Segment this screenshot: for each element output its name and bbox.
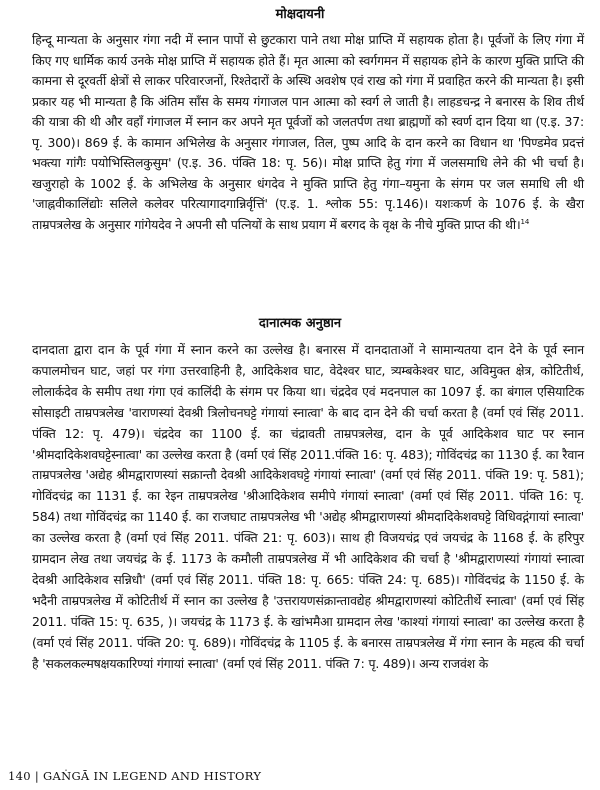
section-heading-mokshadayani: मोक्षदायनी bbox=[275, 7, 325, 22]
page-footer bbox=[8, 769, 261, 783]
page-number: 140 bbox=[8, 769, 31, 783]
paragraph-danatmak-anushthan: दानदाता द्वारा दान के पूर्व गंगा में स्नान करने का उल्लेख है। बनारस में दानदाताओं ने सामान्यतया दान देने के पूर्व स्नान कपालमोचन घाट, जहां पर गंगा उत्तरवाहिनी है, आदिकेशव घाट, वेदेश्वर घाट, त्र्यम्बकेश्वर घाट, अविमुक्त क्षेत्र, कोटितीर्थ, लोलार्कदेव के समीप तथा गंगा एवं कालिंदी के संगम पर किया था। चंद्रदेव एवं मदनपाल का 1097 ई. का बंगाल एसियाटिक सोसाइटी ताम्रपत्रलेख 'वाराणस्यां देवश्री त्रिलोचनघट्टे गंगायां स्नात्वा' के बाद दान देने की चर्चा करता है (वर्मा एवं सिंह 2011. पंक्ति 12: पृ. 479)। चंद्रदेव का 1100 ई. का चंद्रावती ताम्रपत्रलेख, दान के पूर्व आदिकेशव घाट पर स्नान 'श्रीमदादिकेशवघट्टेस्नात्वा' का उल्लेख करता है (वर्मा एवं सिंह 2011.पंक्ति 16: पृ. 483); गोविंदचंद्र का 1130 ई. का रैवान ताम्रपत्रलेख 'अद्येह श्रीमद्वाराणस्यां सक्रान्तौ देवश्री आदिकेशवघट्टे गंगायां स्नात्वा' (वर्मा एवं सिंह 2011. पंक्ति 19: पृ. 581); गोविंदचंद्र का 1131 ई. का रेइन ताम्रपत्रलेख 'श्रीआदिकेशव समीपे गंगायां स्नात्वा' (वर्मा एवं सिंह 2011. पंक्ति 16: पृ. 584) तथा गोविंदचंद्र का 1140 ई. का राजघाट ताम्रपत्रलेख भी 'अद्येह श्रीमद्वाराणस्यां श्रीमदादिकेशवघट्टे विधिवद्गंगायां स्नात्वा' का उल्लेख करता है (वर्मा एवं सिंह 2011. पंक्ति 21: पृ. 603)। साथ ही विजयचंद्र एवं जयचंद्र के 1168 ई. के हरिपुर ग्रामदान लेख तथा जयचंद्र के ई. 1173 के कमौली ताम्रपत्रलेख में भी आदिकेशव की चर्चा है 'श्रीमद्वाराणस्यां गंगायां स्नात्वा देवश्री आदिकेशव सन्निधौ' (वर्मा एवं सिंह 2011. पंक्ति 18: पृ. 665: पंक्ति 24: पृ. 685)। गोविंदचंद्र के 1150 ई. के भदैनी ताम्रपत्रलेख में कोटितीर्थ में स्नान का उल्लेख है 'उत्तरायणसंक्रान्तावद्येह श्रीमद्वाराणस्यां कोटितीर्थे स्नात्वा' (वर्मा एवं सिंह 2011. पंक्ति 15: पृ. 635, )। जयचंद्र के 1173 ई. के खांभमैआ ग्रामदान लेख 'काश्यां गंगायां स्नात्वा' का उल्लेख करता है (वर्मा एवं सिंह 2011. पंक्ति 20: पृ. 689)। गोविंदचंद्र के 1105 ई. के बनारस ताम्रपत्रलेख में गंगा स्नान के महत्व की चर्चा है 'सकलकल्मषक्षयकारिण्यां गंगायां स्नात्वा' (वर्मा एवं सिंह 2011. पंक्ति 7: पृ. 489)। अन्य राजवंश के bbox=[32, 342, 584, 671]
paragraph-mokshadayani bbox=[32, 30, 584, 235]
footnote-marker: 14 bbox=[520, 217, 530, 226]
footer-separator: | bbox=[34, 769, 40, 783]
section-heading-danatmak-anushthan: दानात्मक अनुष्ठान bbox=[258, 316, 342, 331]
book-title: GAṄGĀ IN LEGEND AND HISTORY bbox=[42, 769, 262, 783]
paragraph-text: हिन्दू मान्यता के अनुसार गंगा नदी में स्नान पापों से छुटकारा पाने तथा मोक्ष प्राप्ति में सहायक होता है। पूर्वजों के लिए गंगा में किए गए धार्मिक कार्य उनके मोक्ष प्राप्ति में सहायक होते हैं। मृत आत्मा को स्वर्गगमन में सहायक होने के कारण मुक्ति प्राप्ति की कामना से दूरवर्ती क्षेत्रों से लाकर परिवारजनों, रिश्तेदारों के अस्थि अवशेष एवं राख को गंगा में प्रवाहित करने की मान्यता है। इसी प्रकार यह भी मान्यता है कि अंतिम साँस के समय गंगाजल पान आत्मा को स्वर्ग ले जाती है। लाहडचन्द्र ने बनारस के शिव तीर्थ की यात्रा की थी और वहाँ गंगाजल में स्नान कर अपने मृत पूर्वजों को जलतर्पण तथा ब्राह्मणों को स्वर्ण दान दिया था (ए.इ. 37: पृ. 300)। 869 ई. के कामान अभिलेख के अनुसार गंगाजल, तिल, पुष्प आदि के दान करने का विधान था 'पिण्डमेव प्रदत्तं भक्त्या गांगैः पयोभिस्तिलकुसुम' (ए.इ. 36. पंक्ति 18: पृ. 56)। मोक्ष प्राप्ति हेतु गंगा में जलसमाधि लेने की भी चर्चा है। खजुराहो के 1002 ई. के अभिलेख के अनुसार धंगदेव ने मुक्ति प्राप्ति हेतु गंगा–यमुना के संगम पर जल समाधि ली थी 'जाह्नवीकालिंद्योः सलिले कलेवर परित्यागादगान्निर्वृत्तिं' (ए.इ. 1. श्लोक 55: पृ.146)। यशःकर्ण के 1076 ई. के खैरा ताम्रपत्रलेख के अनुसार गांगेयदेव ने अपनी सौ पत्नियों के साथ प्रयाग में बरगद के वृक्ष के नीचे मुक्ति प्राप्त की थी। bbox=[32, 32, 584, 232]
